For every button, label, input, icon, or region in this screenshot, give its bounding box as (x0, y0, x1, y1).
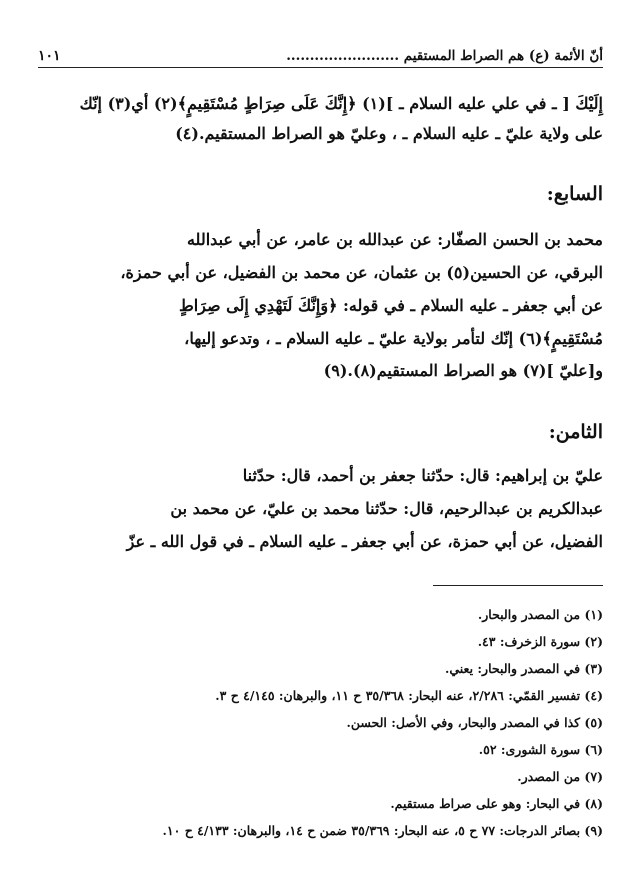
footnote: (٥) كذا في المصدر والبحار، وفي الأصل: الحسن. (346, 715, 603, 730)
text-line: عليّ بن إبراهيم: قال: حدّثنا جعفر بن أحمد، قال: حدّثنا (242, 466, 603, 485)
text-line: محمد بن الحسن الصفّار: عن عبدالله بن عامر، عن أبي عبدالله (186, 230, 603, 249)
text-line: البرقي، عن الحسين(٥) بن عثمان، عن محمد بن الفضيل، عن أبي حمزة، (120, 263, 603, 282)
footnote: (٧) من المصدر. (517, 769, 603, 784)
footnote: (١) من المصدر والبحار. (477, 607, 603, 622)
footnote: (٢) سورة الزخرف: ٤٣. (477, 634, 603, 649)
running-title: أنّ الأئمة (ع) هم الصراط المستقيم ........................ (286, 48, 603, 64)
footnote: (٤) تفسير القمّي: ٢/٢٨٦، عنه البحار: ٣٥/٣٦٨ ح ١١، والبرهان: ٤/١٤٥ ح ٣. (215, 688, 603, 703)
footnote: (٩) بصائر الدرجات: ٧٧ ح ٥، عنه البحار: ٣٥/٣٦٩ ضمن ح ١٤، والبرهان: ٤/١٣٣ ح ١٠. (162, 823, 603, 838)
text-line: عبدالكريم بن عبدالرحيم، قال: حدّثنا محمد بن عليّ، عن محمد بن (170, 499, 603, 518)
footnote-separator (433, 585, 603, 586)
text-line: عن أبي جعفر ـ عليه السلام ـ في قوله: ﴿وَإِنَّكَ لَتَهْدِي إِلَى صِرَاطٍ (178, 296, 603, 315)
footnote: (٨) في البحار: وهو على صراط مستقيم. (390, 796, 603, 811)
text-line: مُسْتَقِيمٍ﴾(٦) إنّك لتأمر بولاية عليّ ـ عليه السلام ـ ، وتدعو إليها، (184, 329, 603, 348)
footnote: (٣) في المصدر والبحار: يعني. (445, 661, 603, 676)
section-heading-seventh: السابع: (546, 183, 603, 205)
text-line: و[عليّ ](٧) هو الصراط المستقيم(٨).(٩) (323, 361, 603, 380)
text-line: الفضيل، عن أبي حمزة، عن أبي جعفر ـ عليه السلام ـ في قول الله ـ عزّ (126, 532, 603, 551)
text-line: على ولاية عليّ ـ عليه السلام ـ ، وعليّ هو الصراط المستقيم.(٤) (175, 124, 603, 143)
text-line: إِلَيْكَ [ ـ في علي عليه السلام ـ ](١) ﴿إِنَّكَ عَلَى صِرَاطٍ مُسْتَقِيمٍ﴾(٢) أي(٣) إنّك (79, 94, 603, 113)
footnote: (٦) سورة الشورى: ٥٢. (478, 742, 603, 757)
page-number: ١٠١ (38, 48, 61, 64)
running-header (38, 36, 603, 68)
section-heading-eighth: الثامن: (548, 421, 603, 443)
